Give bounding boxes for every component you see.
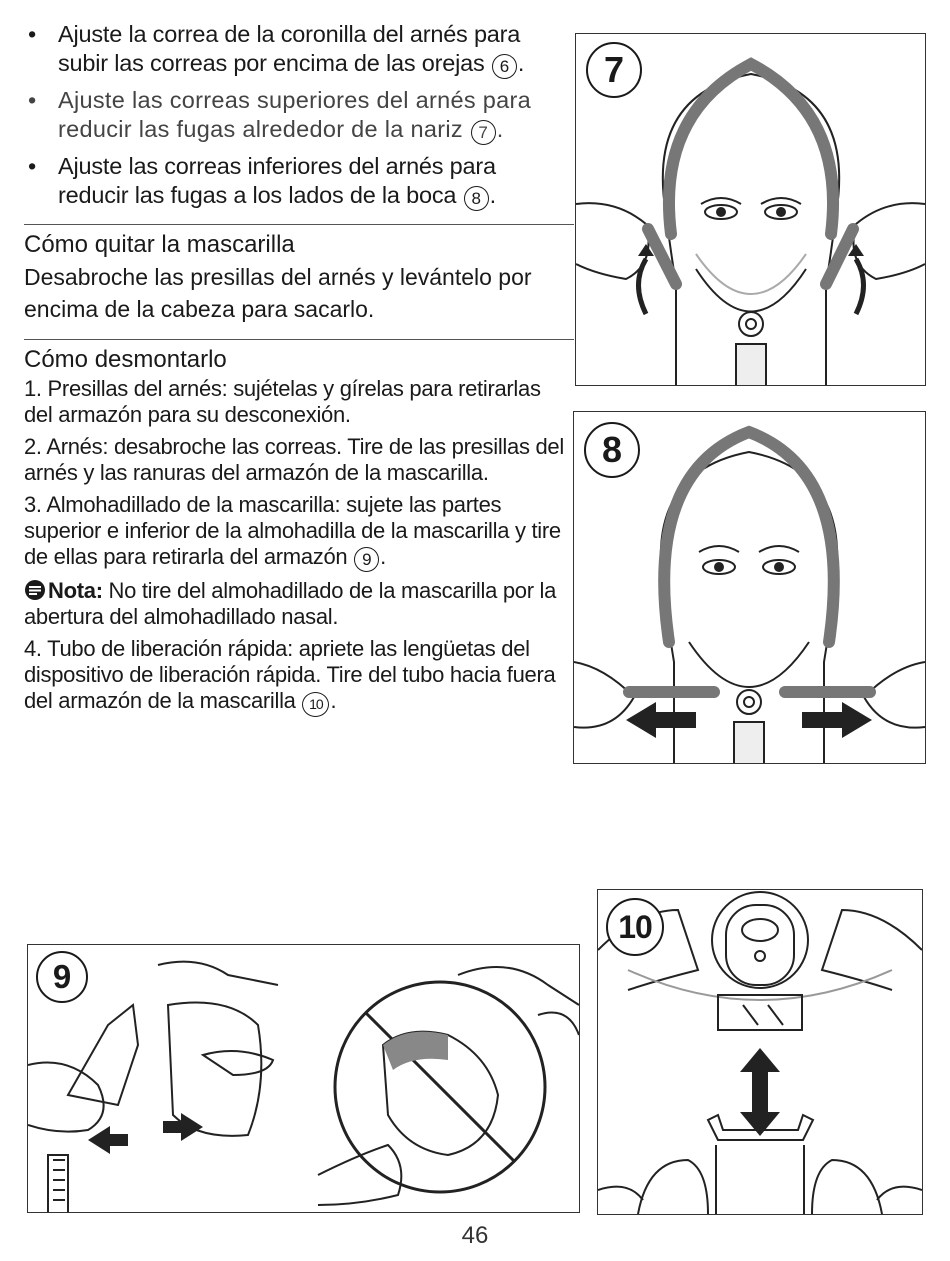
section-title-remove: Cómo quitar la mascarilla — [24, 231, 295, 258]
figure-ref-badge: 9 — [354, 547, 379, 572]
list-item — [24, 152, 572, 211]
figure-ref-badge: 8 — [464, 186, 489, 211]
note-label: Nota: — [48, 578, 103, 603]
remove-instructions: Desabroche las presillas del arnés y levántelo por encima de la cabeza para sacarlo. — [24, 264, 532, 322]
bullet-end: . — [496, 116, 504, 142]
figure-ref-badge: 10 — [302, 692, 329, 717]
figure-ref-badge: 6 — [492, 54, 517, 79]
note — [24, 578, 572, 630]
page-number: 46 — [461, 1222, 489, 1249]
figure-number-badge: 7 — [586, 42, 642, 98]
figure-7 — [575, 33, 926, 386]
bullet-text: Ajuste la correa de la coronilla del arnés para subir las correas por encima de las orejas — [58, 21, 521, 76]
step-3-text: 3. Almohadillado de la mascarilla: sujete las partes superior e inferior de la almohadilla de la mascarilla y tire de ellas para retirarla del armazón — [24, 492, 561, 569]
list-item — [24, 86, 572, 145]
figure-10 — [597, 889, 923, 1215]
figure-9 — [27, 944, 580, 1213]
figure-number-badge: 8 — [584, 422, 640, 478]
section-divider — [24, 224, 574, 225]
section-title-disassemble: Cómo desmontarlo — [24, 346, 227, 373]
figure-ref-badge: 7 — [471, 120, 496, 145]
note-icon — [24, 579, 46, 601]
step-4-text: 4. Tubo de liberación rápida: apriete las lengüetas del dispositivo de liberación rápida. Tire del tubo hacia fuera del armazón de la mascarilla — [24, 636, 556, 713]
section-divider — [24, 339, 574, 340]
figure-number-badge: 10 — [606, 898, 664, 956]
step-1: 1. Presillas del arnés: sujételas y gírelas para retirarlas del armazón para su desconexión. — [24, 376, 541, 427]
adjustment-list — [24, 20, 572, 211]
step-2: 2. Arnés: desabroche las correas. Tire de las presillas del arnés y las ranuras del armazón de la mascarilla. — [24, 434, 564, 485]
bullet-text: Ajuste las correas inferiores del arnés para reducir las fugas a los lados de la boca — [58, 153, 496, 208]
figure-8 — [573, 411, 926, 764]
figure-number-badge: 9 — [36, 951, 88, 1003]
bullet-text: Ajuste las correas superiores del arnés para reducir las fugas alrededor de la nariz — [58, 87, 531, 142]
list-item — [24, 20, 572, 79]
cushion-removal-illustration — [28, 945, 579, 1212]
text-column — [24, 20, 572, 723]
bullet-end: . — [517, 50, 525, 76]
period: . — [380, 544, 386, 569]
step-4 — [24, 636, 572, 717]
period: . — [330, 688, 337, 713]
step-3 — [24, 492, 572, 572]
disassemble-steps — [24, 376, 572, 717]
bullet-end: . — [489, 182, 496, 208]
note-text: No tire del almohadillado de la mascarilla por la abertura del almohadillado nasal. — [24, 578, 557, 629]
